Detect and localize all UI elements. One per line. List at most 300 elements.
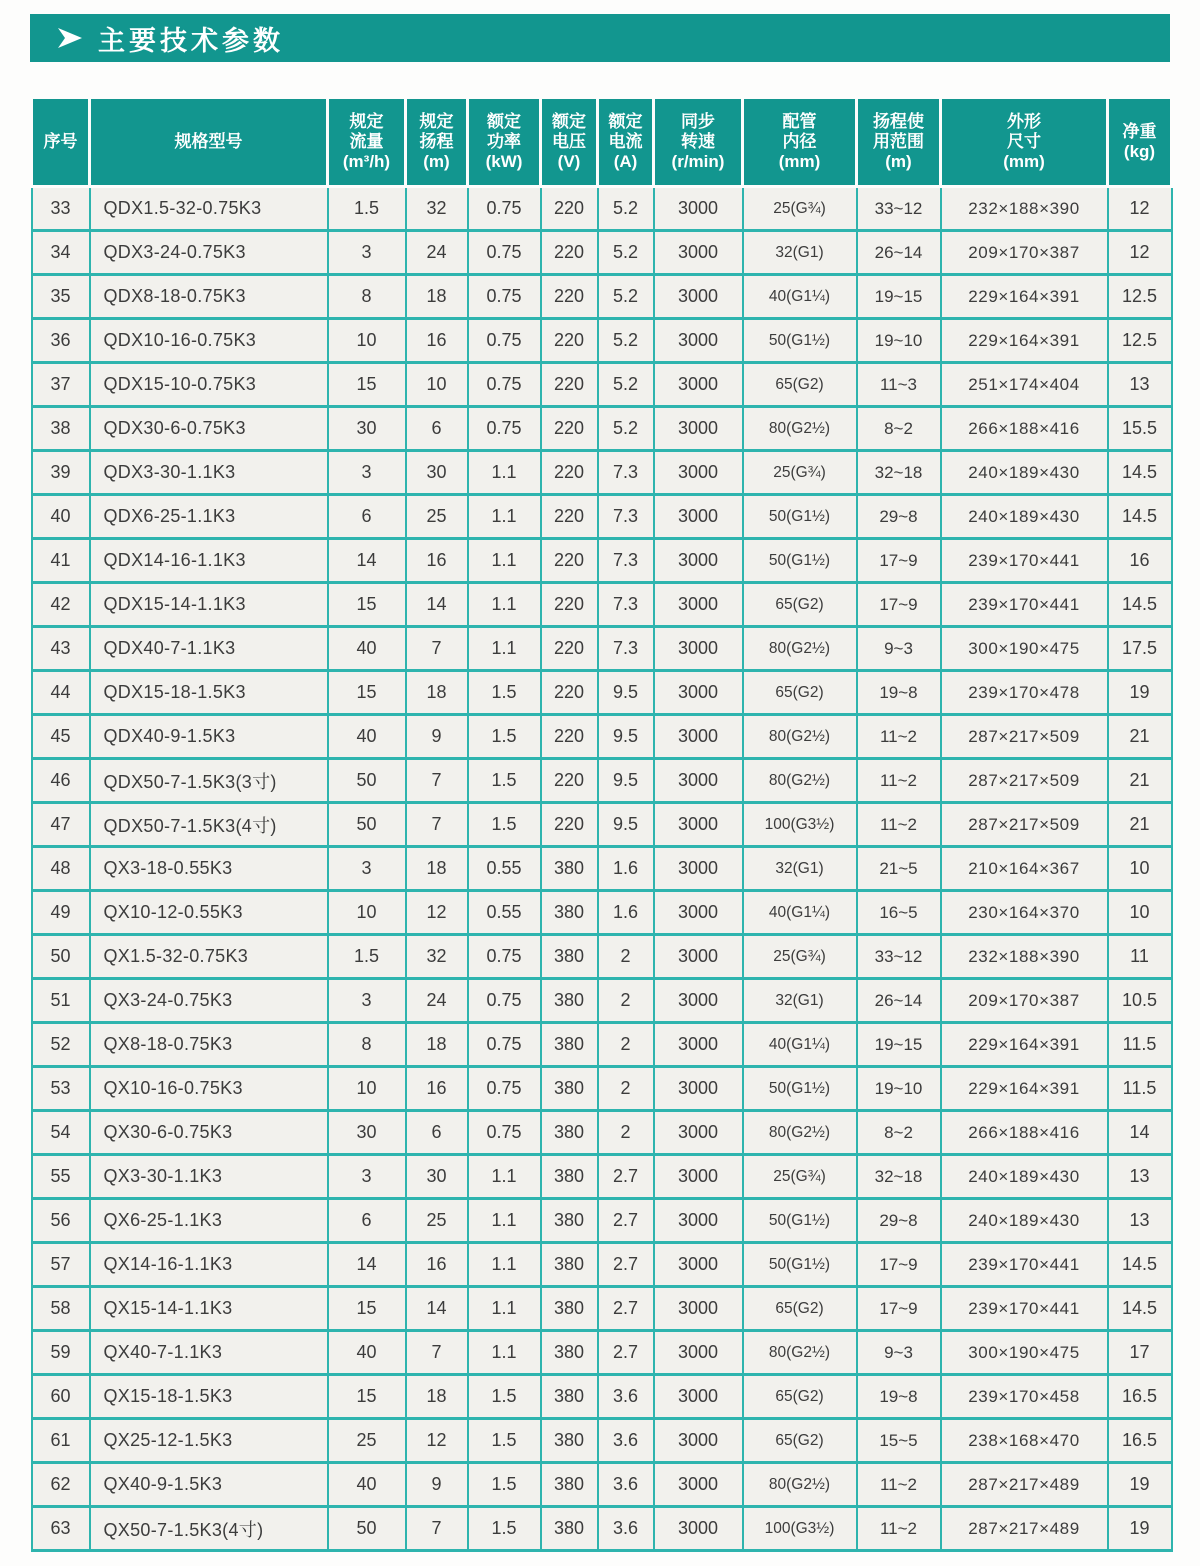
cell-pipe: 50(G1½) — [743, 319, 857, 363]
cell-dims: 300×190×475 — [941, 1331, 1108, 1375]
cell-dims: 239×170×441 — [941, 583, 1108, 627]
cell-flow: 50 — [328, 803, 406, 847]
cell-voltage: 220 — [541, 495, 598, 539]
cell-weight: 12.5 — [1108, 319, 1172, 363]
cell-voltage: 220 — [541, 451, 598, 495]
column-header-index: 序号 — [32, 98, 90, 187]
cell-power: 0.75 — [468, 1111, 541, 1155]
cell-voltage: 220 — [541, 671, 598, 715]
cell-model: QX3-30-1.1K3 — [90, 1155, 328, 1199]
cell-head: 14 — [406, 1287, 468, 1331]
cell-flow: 6 — [328, 495, 406, 539]
cell-flow: 40 — [328, 1331, 406, 1375]
cell-pipe: 100(G3½) — [743, 803, 857, 847]
cell-index: 45 — [32, 715, 90, 759]
cell-weight: 13 — [1108, 1199, 1172, 1243]
cell-pipe: 25(G¾) — [743, 1155, 857, 1199]
cell-power: 1.1 — [468, 451, 541, 495]
table-row — [32, 539, 1172, 583]
cell-weight: 21 — [1108, 715, 1172, 759]
cell-current: 5.2 — [598, 319, 654, 363]
cell-dims: 240×189×430 — [941, 495, 1108, 539]
cell-flow: 3 — [328, 979, 406, 1023]
cell-current: 9.5 — [598, 803, 654, 847]
cell-pipe: 50(G1½) — [743, 1199, 857, 1243]
cell-speed: 3000 — [654, 891, 743, 935]
cell-model: QDX10-16-0.75K3 — [90, 319, 328, 363]
cell-model: QX40-9-1.5K3 — [90, 1463, 328, 1507]
cell-range: 33~12 — [857, 187, 941, 231]
cell-pipe: 65(G2) — [743, 671, 857, 715]
cell-dims: 240×189×430 — [941, 1199, 1108, 1243]
cell-speed: 3000 — [654, 671, 743, 715]
cell-speed: 3000 — [654, 1067, 743, 1111]
cell-head: 9 — [406, 715, 468, 759]
cell-model: QDX6-25-1.1K3 — [90, 495, 328, 539]
table-row — [32, 187, 1172, 231]
cell-index: 58 — [32, 1287, 90, 1331]
column-header-power: 额定 功率 (kW) — [468, 98, 541, 187]
cell-range: 19~15 — [857, 275, 941, 319]
cell-range: 19~10 — [857, 319, 941, 363]
cell-dims: 287×217×509 — [941, 803, 1108, 847]
cell-speed: 3000 — [654, 1023, 743, 1067]
cell-voltage: 220 — [541, 539, 598, 583]
cell-current: 2 — [598, 1023, 654, 1067]
cell-head: 18 — [406, 847, 468, 891]
cell-range: 11~2 — [857, 715, 941, 759]
cell-range: 26~14 — [857, 979, 941, 1023]
cell-range: 17~9 — [857, 1287, 941, 1331]
cell-range: 15~5 — [857, 1419, 941, 1463]
cell-voltage: 380 — [541, 1287, 598, 1331]
cell-index: 61 — [32, 1419, 90, 1463]
column-header-speed: 同步 转速 (r/min) — [654, 98, 743, 187]
table-row — [32, 231, 1172, 275]
cell-index: 39 — [32, 451, 90, 495]
cell-dims: 239×170×441 — [941, 539, 1108, 583]
cell-dims: 300×190×475 — [941, 627, 1108, 671]
column-header-current: 额定 电流 (A) — [598, 98, 654, 187]
cell-dims: 240×189×430 — [941, 451, 1108, 495]
cell-power: 1.1 — [468, 1199, 541, 1243]
cell-weight: 14.5 — [1108, 583, 1172, 627]
table-row — [32, 759, 1172, 803]
cell-weight: 19 — [1108, 1463, 1172, 1507]
cell-model: QX10-16-0.75K3 — [90, 1067, 328, 1111]
cell-flow: 6 — [328, 1199, 406, 1243]
cell-pipe: 65(G2) — [743, 1419, 857, 1463]
cell-dims: 266×188×416 — [941, 1111, 1108, 1155]
cell-weight: 10 — [1108, 847, 1172, 891]
table-row — [32, 1111, 1172, 1155]
cell-dims: 287×217×509 — [941, 715, 1108, 759]
cell-speed: 3000 — [654, 759, 743, 803]
cell-weight: 14.5 — [1108, 1243, 1172, 1287]
cell-power: 1.5 — [468, 1375, 541, 1419]
cell-flow: 15 — [328, 583, 406, 627]
cell-voltage: 380 — [541, 1331, 598, 1375]
cell-model: QX15-14-1.1K3 — [90, 1287, 328, 1331]
cell-model: QDX15-14-1.1K3 — [90, 583, 328, 627]
cell-voltage: 220 — [541, 759, 598, 803]
table-header — [32, 98, 1172, 187]
cell-power: 0.75 — [468, 275, 541, 319]
cell-power: 0.75 — [468, 1023, 541, 1067]
cell-pipe: 100(G3½) — [743, 1507, 857, 1551]
cell-current: 2 — [598, 935, 654, 979]
cell-weight: 14 — [1108, 1111, 1172, 1155]
cell-model: QDX50-7-1.5K3(4寸) — [90, 803, 328, 847]
cell-range: 21~5 — [857, 847, 941, 891]
column-header-voltage: 额定 电压 (V) — [541, 98, 598, 187]
cell-head: 24 — [406, 231, 468, 275]
table-row — [32, 319, 1172, 363]
cell-index: 46 — [32, 759, 90, 803]
cell-range: 19~8 — [857, 671, 941, 715]
cell-index: 47 — [32, 803, 90, 847]
cell-range: 19~10 — [857, 1067, 941, 1111]
cell-range: 32~18 — [857, 451, 941, 495]
column-header-range: 扬程使 用范围 (m) — [857, 98, 941, 187]
cell-head: 7 — [406, 803, 468, 847]
cell-index: 43 — [32, 627, 90, 671]
cell-current: 5.2 — [598, 275, 654, 319]
cell-power: 0.75 — [468, 319, 541, 363]
cell-model: QX3-18-0.55K3 — [90, 847, 328, 891]
cell-speed: 3000 — [654, 803, 743, 847]
cell-speed: 3000 — [654, 1507, 743, 1551]
cell-pipe: 50(G1½) — [743, 1243, 857, 1287]
table-row — [32, 891, 1172, 935]
cell-flow: 1.5 — [328, 187, 406, 231]
cell-weight: 10.5 — [1108, 979, 1172, 1023]
cell-power: 0.75 — [468, 979, 541, 1023]
cell-head: 16 — [406, 319, 468, 363]
cell-range: 33~12 — [857, 935, 941, 979]
cell-voltage: 380 — [541, 935, 598, 979]
cell-dims: 232×188×390 — [941, 187, 1108, 231]
table-row — [32, 1463, 1172, 1507]
cell-speed: 3000 — [654, 1243, 743, 1287]
cell-range: 29~8 — [857, 495, 941, 539]
cell-head: 25 — [406, 1199, 468, 1243]
cell-dims: 239×170×458 — [941, 1375, 1108, 1419]
cell-dims: 287×217×489 — [941, 1463, 1108, 1507]
cell-flow: 15 — [328, 671, 406, 715]
table-row — [32, 1199, 1172, 1243]
table-row — [32, 1331, 1172, 1375]
cell-dims: 240×189×430 — [941, 1155, 1108, 1199]
cell-speed: 3000 — [654, 363, 743, 407]
table-row — [32, 1243, 1172, 1287]
cell-model: QX3-24-0.75K3 — [90, 979, 328, 1023]
cell-current: 2.7 — [598, 1243, 654, 1287]
cell-range: 9~3 — [857, 627, 941, 671]
cell-range: 17~9 — [857, 583, 941, 627]
cell-speed: 3000 — [654, 407, 743, 451]
cell-flow: 10 — [328, 891, 406, 935]
table-row — [32, 583, 1172, 627]
cell-weight: 13 — [1108, 1155, 1172, 1199]
cell-index: 37 — [32, 363, 90, 407]
cell-model: QDX3-24-0.75K3 — [90, 231, 328, 275]
cell-range: 11~2 — [857, 759, 941, 803]
cell-voltage: 220 — [541, 319, 598, 363]
cell-model: QDX15-10-0.75K3 — [90, 363, 328, 407]
cell-index: 40 — [32, 495, 90, 539]
cell-flow: 50 — [328, 759, 406, 803]
cell-index: 50 — [32, 935, 90, 979]
cell-weight: 11.5 — [1108, 1023, 1172, 1067]
cell-current: 7.3 — [598, 495, 654, 539]
cell-flow: 10 — [328, 319, 406, 363]
cell-dims: 266×188×416 — [941, 407, 1108, 451]
cell-current: 9.5 — [598, 759, 654, 803]
cell-voltage: 380 — [541, 1067, 598, 1111]
cell-head: 18 — [406, 1375, 468, 1419]
cell-model: QDX14-16-1.1K3 — [90, 539, 328, 583]
cell-model: QX6-25-1.1K3 — [90, 1199, 328, 1243]
cell-power: 0.75 — [468, 935, 541, 979]
cell-weight: 19 — [1108, 671, 1172, 715]
cell-head: 32 — [406, 187, 468, 231]
cell-voltage: 380 — [541, 1507, 598, 1551]
table-row — [32, 451, 1172, 495]
cell-head: 16 — [406, 1067, 468, 1111]
cell-pipe: 25(G¾) — [743, 935, 857, 979]
cell-weight: 14.5 — [1108, 495, 1172, 539]
column-header-head: 规定 扬程 (m) — [406, 98, 468, 187]
cell-index: 42 — [32, 583, 90, 627]
cell-speed: 3000 — [654, 319, 743, 363]
cell-power: 1.1 — [468, 539, 541, 583]
cell-power: 0.55 — [468, 847, 541, 891]
cell-flow: 40 — [328, 627, 406, 671]
cell-current: 5.2 — [598, 363, 654, 407]
cell-dims: 229×164×391 — [941, 319, 1108, 363]
cell-weight: 12 — [1108, 231, 1172, 275]
spec-table — [30, 96, 1173, 1552]
table-row — [32, 847, 1172, 891]
cell-power: 0.55 — [468, 891, 541, 935]
table-row — [32, 979, 1172, 1023]
cell-model: QX50-7-1.5K3(4寸) — [90, 1507, 328, 1551]
cell-current: 5.2 — [598, 231, 654, 275]
cell-flow: 14 — [328, 1243, 406, 1287]
cell-index: 60 — [32, 1375, 90, 1419]
cell-head: 12 — [406, 891, 468, 935]
cell-speed: 3000 — [654, 627, 743, 671]
cell-voltage: 380 — [541, 891, 598, 935]
cell-index: 35 — [32, 275, 90, 319]
cell-pipe: 40(G1¼) — [743, 275, 857, 319]
cell-head: 16 — [406, 1243, 468, 1287]
cell-pipe: 80(G2½) — [743, 1331, 857, 1375]
cell-flow: 10 — [328, 1067, 406, 1111]
cell-current: 7.3 — [598, 627, 654, 671]
cell-speed: 3000 — [654, 1331, 743, 1375]
cell-speed: 3000 — [654, 979, 743, 1023]
cell-voltage: 220 — [541, 407, 598, 451]
cell-power: 1.1 — [468, 627, 541, 671]
cell-pipe: 65(G2) — [743, 583, 857, 627]
table-row — [32, 1023, 1172, 1067]
cell-flow: 30 — [328, 407, 406, 451]
table-row — [32, 671, 1172, 715]
cell-voltage: 220 — [541, 275, 598, 319]
cell-range: 8~2 — [857, 407, 941, 451]
cell-head: 18 — [406, 671, 468, 715]
cell-pipe: 80(G2½) — [743, 715, 857, 759]
cell-flow: 8 — [328, 275, 406, 319]
table-body — [32, 187, 1172, 1551]
column-header-model: 规格型号 — [90, 98, 328, 187]
table-row — [32, 1507, 1172, 1551]
cell-weight: 19 — [1108, 1507, 1172, 1551]
cell-range: 32~18 — [857, 1155, 941, 1199]
cell-current: 2 — [598, 1067, 654, 1111]
cell-weight: 11.5 — [1108, 1067, 1172, 1111]
cell-power: 0.75 — [468, 187, 541, 231]
table-header-row — [32, 98, 1172, 187]
cell-head: 10 — [406, 363, 468, 407]
cell-power: 0.75 — [468, 363, 541, 407]
cell-power: 1.5 — [468, 1463, 541, 1507]
cell-model: QDX40-9-1.5K3 — [90, 715, 328, 759]
table-row — [32, 803, 1172, 847]
cell-voltage: 380 — [541, 1463, 598, 1507]
cell-current: 5.2 — [598, 187, 654, 231]
cell-range: 11~2 — [857, 803, 941, 847]
column-header-dims: 外形 尺寸 (mm) — [941, 98, 1108, 187]
cell-current: 3.6 — [598, 1375, 654, 1419]
cell-pipe: 50(G1½) — [743, 1067, 857, 1111]
cell-weight: 10 — [1108, 891, 1172, 935]
cell-pipe: 32(G1) — [743, 231, 857, 275]
cell-index: 49 — [32, 891, 90, 935]
cell-power: 1.1 — [468, 1155, 541, 1199]
cell-range: 8~2 — [857, 1111, 941, 1155]
cell-power: 1.5 — [468, 671, 541, 715]
cell-head: 18 — [406, 275, 468, 319]
cell-flow: 15 — [328, 363, 406, 407]
cell-pipe: 50(G1½) — [743, 495, 857, 539]
section-title-bar — [30, 14, 1170, 62]
cell-dims: 239×170×478 — [941, 671, 1108, 715]
cell-voltage: 220 — [541, 363, 598, 407]
cell-model: QX40-7-1.1K3 — [90, 1331, 328, 1375]
cell-flow: 3 — [328, 451, 406, 495]
cell-power: 0.75 — [468, 407, 541, 451]
cell-head: 7 — [406, 627, 468, 671]
cell-model: QX25-12-1.5K3 — [90, 1419, 328, 1463]
cell-weight: 11 — [1108, 935, 1172, 979]
cell-pipe: 32(G1) — [743, 847, 857, 891]
cell-voltage: 380 — [541, 1023, 598, 1067]
cell-dims: 238×168×470 — [941, 1419, 1108, 1463]
cell-model: QX30-6-0.75K3 — [90, 1111, 328, 1155]
cell-head: 14 — [406, 583, 468, 627]
cell-speed: 3000 — [654, 187, 743, 231]
table-row — [32, 495, 1172, 539]
cell-current: 9.5 — [598, 715, 654, 759]
cell-current: 7.3 — [598, 539, 654, 583]
table-row — [32, 1287, 1172, 1331]
table-row — [32, 1067, 1172, 1111]
cell-speed: 3000 — [654, 1375, 743, 1419]
cell-dims: 287×217×489 — [941, 1507, 1108, 1551]
cell-speed: 3000 — [654, 847, 743, 891]
cell-current: 7.3 — [598, 451, 654, 495]
cell-current: 1.6 — [598, 847, 654, 891]
cell-pipe: 65(G2) — [743, 1287, 857, 1331]
column-header-weight: 净重 (kg) — [1108, 98, 1172, 187]
cell-weight: 12 — [1108, 187, 1172, 231]
table-row — [32, 715, 1172, 759]
cell-weight: 14.5 — [1108, 451, 1172, 495]
cell-speed: 3000 — [654, 231, 743, 275]
cell-weight: 16.5 — [1108, 1375, 1172, 1419]
cell-current: 9.5 — [598, 671, 654, 715]
cell-dims: 239×170×441 — [941, 1243, 1108, 1287]
cell-flow: 8 — [328, 1023, 406, 1067]
table-row — [32, 407, 1172, 451]
cell-flow: 40 — [328, 1463, 406, 1507]
cell-head: 7 — [406, 759, 468, 803]
cell-dims: 210×164×367 — [941, 847, 1108, 891]
cell-range: 19~8 — [857, 1375, 941, 1419]
cell-current: 1.6 — [598, 891, 654, 935]
cell-voltage: 380 — [541, 847, 598, 891]
cell-dims: 287×217×509 — [941, 759, 1108, 803]
cell-current: 2.7 — [598, 1199, 654, 1243]
cell-model: QDX30-6-0.75K3 — [90, 407, 328, 451]
cell-pipe: 25(G¾) — [743, 187, 857, 231]
cell-dims: 229×164×391 — [941, 1067, 1108, 1111]
cell-weight: 21 — [1108, 759, 1172, 803]
cell-voltage: 220 — [541, 803, 598, 847]
cell-dims: 229×164×391 — [941, 1023, 1108, 1067]
cell-pipe: 32(G1) — [743, 979, 857, 1023]
cell-head: 25 — [406, 495, 468, 539]
cell-range: 11~3 — [857, 363, 941, 407]
cell-index: 38 — [32, 407, 90, 451]
cell-pipe: 40(G1¼) — [743, 891, 857, 935]
cell-range: 11~2 — [857, 1463, 941, 1507]
cell-index: 41 — [32, 539, 90, 583]
cell-flow: 14 — [328, 539, 406, 583]
cell-flow: 15 — [328, 1287, 406, 1331]
cell-flow: 50 — [328, 1507, 406, 1551]
table-row — [32, 363, 1172, 407]
table-row — [32, 1419, 1172, 1463]
page-title: 主要技术参数 — [98, 25, 284, 56]
cell-head: 9 — [406, 1463, 468, 1507]
cell-current: 2.7 — [598, 1155, 654, 1199]
cell-flow: 30 — [328, 1111, 406, 1155]
cell-dims: 209×170×387 — [941, 231, 1108, 275]
cell-model: QX10-12-0.55K3 — [90, 891, 328, 935]
cell-head: 7 — [406, 1331, 468, 1375]
cell-range: 17~9 — [857, 1243, 941, 1287]
cell-power: 1.5 — [468, 1507, 541, 1551]
cell-voltage: 380 — [541, 1199, 598, 1243]
cell-weight: 21 — [1108, 803, 1172, 847]
cell-model: QDX50-7-1.5K3(3寸) — [90, 759, 328, 803]
cell-model: QDX40-7-1.1K3 — [90, 627, 328, 671]
table-row — [32, 935, 1172, 979]
